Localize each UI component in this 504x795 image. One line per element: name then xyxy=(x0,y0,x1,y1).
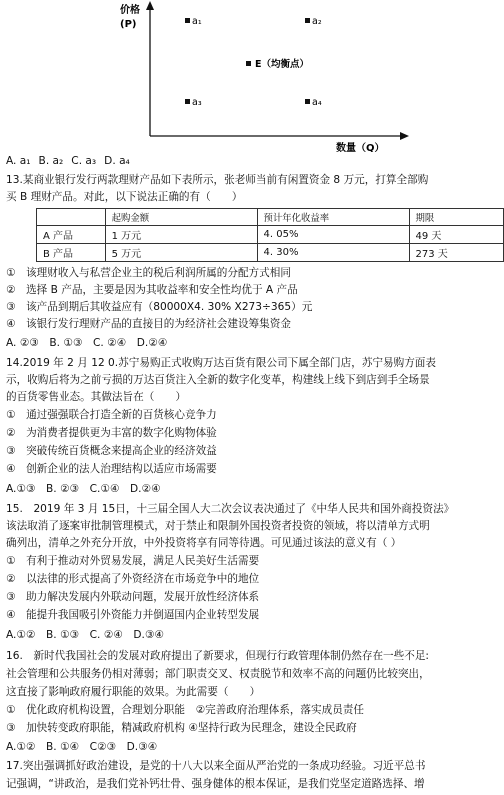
q12-options xyxy=(6,153,130,170)
q16-stem-line3: 这直接了影响政府履行职能的效果。为此需要（ ） xyxy=(6,686,261,698)
q17-stem-line2: 记强调，“讲政治，是我们党补钙壮骨、强身健体的根本保证，是我们党坚定道路选择、增 xyxy=(6,778,425,790)
q12-option-a: A. a₁ xyxy=(6,155,31,167)
q15-stem-line2: 该法取消了逐案审批制管理模式，对于禁止和限制外国投资者投资的领域，将以清单方式明 xyxy=(6,520,430,532)
q15-item-2: ② 以法律的形式提高了外资经济在市场竞争中的地位 xyxy=(6,573,260,585)
q14-options: A.①③ B. ②③ C.①④ D.②④ xyxy=(6,483,161,495)
q17-stem-line1: 17.突出强调抓好政治建设，是党的十八大以来全面从严治党的一条成功经验。习近平总书 xyxy=(6,760,426,772)
point-a3-label: a₃ xyxy=(192,97,202,108)
table-row xyxy=(37,244,504,262)
y-axis-label: 价格 xyxy=(120,5,140,16)
q14-stem-line2: 示，收购后将为之前亏损的万达百货注入全新的数字化变革，构建线上线下到店到手全场景 xyxy=(6,374,430,386)
y-axis-arrow xyxy=(146,1,154,10)
q15-stem-line1: 15. 2019 年 3 月 15日，十三届全国人大二次会议表决通过了《中华人民共和国外商投资法》 xyxy=(6,503,455,515)
q14-item-1: ① 通过强强联合打造全新的百货核心竞争力 xyxy=(6,409,217,421)
q13-item-4: ④ 该银行发行理财产品的直接目的为经济社会建设筹集资金 xyxy=(6,318,291,330)
q16-stem-line2: 社会管理和公共服务仍相对薄弱；部门职责交叉、权责脱节和效率不高的问题仍比较突出， xyxy=(6,668,430,680)
q13-stem-line2: 买 B 理财产品。对此，以下说法正确的有（ ） xyxy=(6,191,243,203)
q13-stem-line1: 13.某商业银行发行两款理财产品如下表所示，张老师当前有闲置资金 8 万元，打算全部购 xyxy=(6,174,429,186)
equilibrium-marker xyxy=(246,61,251,66)
q15-item-3: ③ 助力解决发展内外联动问题，发展开放性经济体系 xyxy=(6,591,260,603)
table-cell: 49 天 xyxy=(409,226,503,244)
table-header-cell: 起购金额 xyxy=(105,209,257,226)
point-a4-marker xyxy=(305,99,310,104)
q14-item-4: ④ 创新企业的法人治理结构以适应市场需要 xyxy=(6,463,217,475)
table-row xyxy=(37,226,504,244)
q15-item-1: ① 有利于推动对外贸易发展，满足人民美好生活需要 xyxy=(6,555,260,567)
supply-demand-graph xyxy=(90,0,420,152)
table-cell: 1 万元 xyxy=(105,226,257,244)
point-a2-marker xyxy=(305,18,310,23)
table-header-cell: 期限 xyxy=(409,209,503,226)
graph-svg xyxy=(90,0,420,152)
q12-option-d: D. a₄ xyxy=(104,155,130,167)
q14-stem-line1: 14.2019 年 2 月 12 0.苏宁易购正式收购万达百货有限公司下属全部门店，苏宁易购方面表 xyxy=(6,357,436,369)
table-header-cell: 预计年化收益率 xyxy=(257,209,409,226)
table-cell: B 产品 xyxy=(37,244,106,262)
equilibrium-label: E（均衡点） xyxy=(255,59,309,70)
q13-options: A. ②③ B. ①③ C. ②④ D.②④ xyxy=(6,337,168,349)
q14-item-2: ② 为消费者提供更为丰富的数字化购物体验 xyxy=(6,427,217,439)
q14-item-3: ③ 突破传统百货概念来提高企业的经济效益 xyxy=(6,445,217,457)
q13-item-2: ② 选择 B 产品，主要是因为其收益率和安全性均优于 A 产品 xyxy=(6,284,298,296)
q16-item-row-2: ③ 加快转变政府职能，精减政府机构 ④坚持行政为民理念，建设全民政府 xyxy=(6,722,357,734)
q15-item-4: ④ 能提升我国吸引外资能力并倒逼国内企业转型发展 xyxy=(6,609,260,621)
q15-options: A.①② B. ①③ C. ②④ D.③④ xyxy=(6,629,164,641)
table-cell: 4. 30% xyxy=(257,244,409,262)
q16-item-row-1: ① 优化政府机构设置，合理划分职能 ②完善政府治理体系，落实成员责任 xyxy=(6,704,364,716)
table-cell: 5 万元 xyxy=(105,244,257,262)
q12-option-b: B. a₂ xyxy=(38,155,64,167)
x-axis-label: 数量（Q） xyxy=(336,143,385,152)
point-a1-label: a₁ xyxy=(192,16,202,27)
q14-stem-line3: 的百货零售业态。其做法旨在（ ） xyxy=(6,391,187,403)
q13-item-1: ① 该理财收入与私营企业主的税后利润所属的分配方式相同 xyxy=(6,267,291,279)
q13-item-3: ③ 该产品到期后其收益应有（80000X4. 30% X273÷365）元 xyxy=(6,301,313,313)
q15-stem-line3: 确列出，清单之外充分开放，中外投资将享有同等待遇。可见通过该法的意义有（ ） xyxy=(6,537,402,549)
y-axis-unit: (P) xyxy=(120,19,137,30)
table-cell: 4. 05% xyxy=(257,226,409,244)
q16-options: A.①② B. ①④ C②③ D.③④ xyxy=(6,741,158,753)
q12-option-c: C. a₃ xyxy=(71,155,97,167)
table-cell: 273 天 xyxy=(409,244,503,262)
point-a2-label: a₂ xyxy=(312,16,322,27)
point-a3-marker xyxy=(185,99,190,104)
point-a4-label: a₄ xyxy=(312,97,322,108)
x-axis-arrow xyxy=(400,132,409,140)
table-header-cell xyxy=(37,209,106,226)
product-table xyxy=(36,208,504,262)
q16-stem-line1: 16. 新时代我国社会的发展对政府提出了新要求，但现行行政管理体制仍然存在一些不足: xyxy=(6,650,429,662)
point-a1-marker xyxy=(185,18,190,23)
table-header-row xyxy=(37,209,504,226)
table-cell: A 产品 xyxy=(37,226,106,244)
